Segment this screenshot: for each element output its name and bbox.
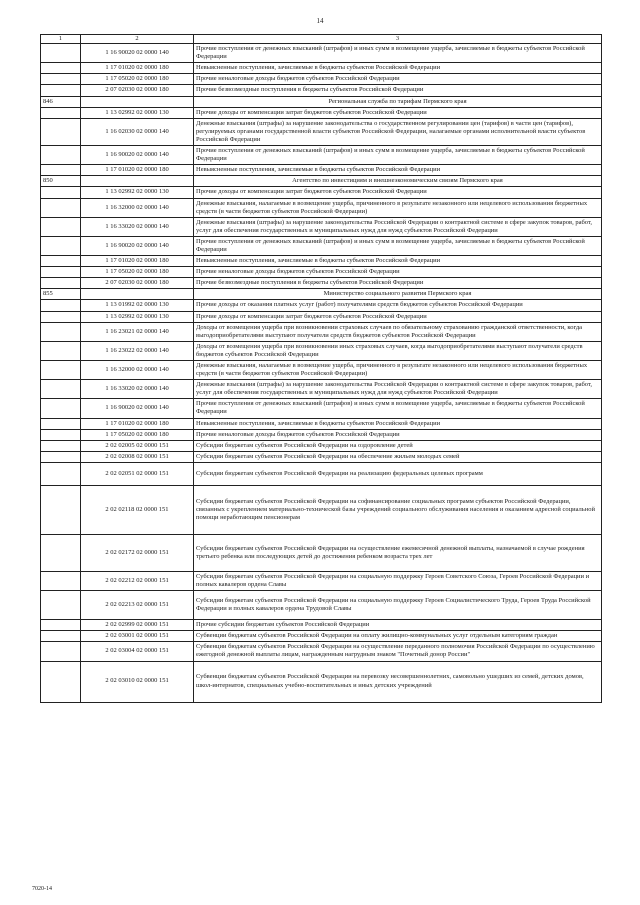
header-col-3: 3 — [194, 35, 602, 44]
revenue-description: Невыясненные поступления, зачисляемые в бюджеты субъектов Российской Федерации — [194, 418, 602, 429]
revenue-code: 1 17 01020 02 0000 180 — [81, 165, 194, 176]
table-row — [41, 591, 602, 620]
table-row — [41, 146, 602, 165]
table-row — [41, 107, 602, 118]
table-row — [41, 300, 602, 311]
revenue-code: 2 02 03001 02 0000 151 — [81, 631, 194, 642]
table-row — [41, 341, 602, 360]
revenue-description: Прочие безвозмездные поступления в бюджеты субъектов Российской Федерации — [194, 85, 602, 96]
table-row — [41, 534, 602, 571]
revenue-code: 2 02 02213 02 0000 151 — [81, 591, 194, 620]
revenue-code: 1 17 01020 02 0000 180 — [81, 256, 194, 267]
empty-cell — [41, 399, 81, 418]
table-row — [41, 361, 602, 380]
revenue-description: Денежные взыскания (штрафы) за нарушение законодательства о государственном регулировании цен (тарифов) в части цен (тарифов), регулируемых органами государственной власти субъектов Российской Федерации, налагаемые органами исполнительной власти субъектов Российской Федерации — [194, 118, 602, 145]
department-code: 855 — [41, 289, 81, 300]
revenue-code: 1 17 05020 02 0000 180 — [81, 429, 194, 440]
empty-cell — [41, 361, 81, 380]
revenue-description: Прочие неналоговые доходы бюджетов субъектов Российской Федерации — [194, 267, 602, 278]
department-row — [41, 176, 602, 187]
table-row — [41, 44, 602, 63]
revenue-description: Денежные взыскания (штрафы) за нарушение законодательства Российской Федерации о контрактной системе в сфере закупок товаров, работ, услуг для обеспечения государственных и муниципальных нужд для нужд субъектов Российской Федерации — [194, 217, 602, 236]
revenue-code: 1 16 90020 02 0000 140 — [81, 399, 194, 418]
table-row — [41, 661, 602, 702]
table-row — [41, 322, 602, 341]
revenue-code: 1 16 23021 02 0000 140 — [81, 322, 194, 341]
table-row — [41, 485, 602, 534]
revenue-description: Прочие безвозмездные поступления в бюджеты субъектов Российской Федерации — [194, 278, 602, 289]
table-row — [41, 118, 602, 145]
revenue-description: Субвенции бюджетам субъектов Российской Федерации на перевозку несовершеннолетних, самовольно ушедших из семей, детских домов, школ-интернатов, специальных учебно-воспитательных и иных детских учреждений — [194, 661, 602, 702]
empty-cell — [41, 534, 81, 571]
empty-cell — [41, 256, 81, 267]
table-row — [41, 631, 602, 642]
header-col-2: 2 — [81, 35, 194, 44]
empty-cell — [81, 289, 194, 300]
empty-cell — [41, 571, 81, 590]
revenue-description: Субвенции бюджетам субъектов Российской Федерации на оплату жилищно-коммунальных услуг отдельным категориям граждан — [194, 631, 602, 642]
revenue-description: Доходы от возмещения ущерба при возникновении страховых случаев по обязательному страхованию гражданской ответственности, когда выгодоприобретателями выступают получатели средств бюджетов субъектов Российской Федерации — [194, 322, 602, 341]
revenue-description: Субсидии бюджетам субъектов Российской Федерации на обеспечение жильем молодых семей — [194, 451, 602, 462]
revenue-description: Субсидии бюджетам субъектов Российской Федерации на реализацию федеральных целевых программ — [194, 462, 602, 485]
revenue-description: Субсидии бюджетам субъектов Российской Федерации на социальную поддержку Героев Социалистического Труда, Героев Труда Российской Федерации и полных кавалеров ордена Трудовой Славы — [194, 591, 602, 620]
revenue-code: 2 02 02999 02 0000 151 — [81, 620, 194, 631]
revenue-description: Денежные взыскания, налагаемые в возмещение ущерба, причиненного в результате незаконного или нецелевого использования бюджетных средств (в части бюджетов субъектов Российской Федерации) — [194, 198, 602, 217]
empty-cell — [81, 176, 194, 187]
department-name: Агентство по инвестициям и внешнеэкономическим связям Пермского края — [194, 176, 602, 187]
revenue-description: Невыясненные поступления, зачисляемые в бюджеты субъектов Российской Федерации — [194, 256, 602, 267]
table-row — [41, 440, 602, 451]
revenue-code: 2 02 02172 02 0000 151 — [81, 534, 194, 571]
empty-cell — [41, 198, 81, 217]
empty-cell — [41, 146, 81, 165]
empty-cell — [41, 631, 81, 642]
revenue-description: Прочие доходы от компенсации затрат бюджетов субъектов Российской Федерации — [194, 311, 602, 322]
revenue-description: Прочие субсидии бюджетам субъектов Российской Федерации — [194, 620, 602, 631]
empty-cell — [41, 236, 81, 255]
revenue-code: 1 16 23022 02 0000 140 — [81, 341, 194, 360]
revenue-code: 2 02 02008 02 0000 151 — [81, 451, 194, 462]
empty-cell — [41, 661, 81, 702]
table-row — [41, 451, 602, 462]
revenue-code: 1 16 33020 02 0000 140 — [81, 217, 194, 236]
revenue-code: 1 13 02992 02 0000 130 — [81, 311, 194, 322]
revenue-description: Невыясненные поступления, зачисляемые в бюджеты субъектов Российской Федерации — [194, 165, 602, 176]
revenue-description: Субсидии бюджетам субъектов Российской Федерации на социальную поддержку Героев Советского Союза, Героев Российской Федерации и полных кавалеров ордена Славы — [194, 571, 602, 590]
revenue-code: 1 17 01020 02 0000 180 — [81, 63, 194, 74]
revenue-description: Субвенции бюджетам субъектов Российской Федерации на осуществление переданного полномочия Российской Федерации по осуществлению ежегодной денежной выплаты лицам, награжденным нагрудным знаком "Почетный донор России" — [194, 642, 602, 661]
table-row — [41, 267, 602, 278]
revenue-description: Прочие поступления от денежных взысканий (штрафов) и иных сумм в возмещение ущерба, зачисляемые в бюджеты субъектов Российской Федерации — [194, 44, 602, 63]
footer-code: 7020-14 — [32, 886, 52, 892]
revenue-description: Денежные взыскания (штрафы) за нарушение законодательства Российской Федерации о контрактной системе в сфере закупок товаров, работ, услуг для обеспечения государственных и муниципальных нужд для нужд субъектов Российской Федерации — [194, 380, 602, 399]
empty-cell — [41, 165, 81, 176]
revenue-description: Доходы от возмещения ущерба при возникновении иных страховых случаев, когда выгодоприобретателями выступают получатели средств бюджетов субъектов Российской Федерации — [194, 341, 602, 360]
department-row — [41, 96, 602, 107]
revenue-description: Прочие поступления от денежных взысканий (штрафов) и иных сумм в возмещение ущерба, зачисляемые в бюджеты субъектов Российской Федерации — [194, 146, 602, 165]
department-code: 850 — [41, 176, 81, 187]
empty-cell — [41, 44, 81, 63]
revenue-description: Невыясненные поступления, зачисляемые в бюджеты субъектов Российской Федерации — [194, 63, 602, 74]
empty-cell — [41, 462, 81, 485]
empty-cell — [41, 63, 81, 74]
revenue-description: Субсидии бюджетам субъектов Российской Федерации на софинансирование социальных программ субъектов Российской Федерации, связанных с укреплением материально-технической базы учреждений социального обслуживания населения и оказанием адресной социальной помощи неработающим пенсионерам — [194, 485, 602, 534]
empty-cell — [81, 96, 194, 107]
revenue-description: Субсидии бюджетам субъектов Российской Федерации на осуществление ежемесячной денежной выплаты, назначаемой в случае рождения третьего ребенка или последующих детей до достижения ребенком возраста трех лет — [194, 534, 602, 571]
empty-cell — [41, 591, 81, 620]
table-row — [41, 429, 602, 440]
revenue-code: 2 02 02051 02 0000 151 — [81, 462, 194, 485]
table-row — [41, 217, 602, 236]
revenue-code: 1 16 33020 02 0000 140 — [81, 380, 194, 399]
revenue-code: 1 16 32000 02 0000 140 — [81, 361, 194, 380]
revenue-code: 1 13 02992 02 0000 130 — [81, 107, 194, 118]
revenue-code: 2 02 02212 02 0000 151 — [81, 571, 194, 590]
header-col-1: 1 — [41, 35, 81, 44]
revenue-description: Прочие доходы от компенсации затрат бюджетов субъектов Российской Федерации — [194, 187, 602, 198]
revenue-code: 1 16 02030 02 0000 140 — [81, 118, 194, 145]
revenue-code: 1 16 90020 02 0000 140 — [81, 236, 194, 255]
table-row — [41, 418, 602, 429]
revenue-code: 1 16 90020 02 0000 140 — [81, 44, 194, 63]
empty-cell — [41, 118, 81, 145]
empty-cell — [41, 107, 81, 118]
table-row — [41, 165, 602, 176]
empty-cell — [41, 322, 81, 341]
table-row — [41, 462, 602, 485]
table-row — [41, 278, 602, 289]
revenue-codes-table — [40, 34, 602, 703]
revenue-description: Прочие доходы от компенсации затрат бюджетов субъектов Российской Федерации — [194, 107, 602, 118]
table-row — [41, 85, 602, 96]
revenue-code: 1 16 32000 02 0000 140 — [81, 198, 194, 217]
table-header-row — [41, 35, 602, 44]
empty-cell — [41, 300, 81, 311]
table-row — [41, 74, 602, 85]
empty-cell — [41, 341, 81, 360]
revenue-description: Субсидии бюджетам субъектов Российской Федерации на оздоровление детей — [194, 440, 602, 451]
empty-cell — [41, 74, 81, 85]
revenue-description: Прочие неналоговые доходы бюджетов субъектов Российской Федерации — [194, 74, 602, 85]
revenue-description: Денежные взыскания, налагаемые в возмещение ущерба, причиненного в результате незаконного или нецелевого использования бюджетных средств (в части бюджетов субъектов Российской Федерации) — [194, 361, 602, 380]
table-row — [41, 642, 602, 661]
department-name: Региональная служба по тарифам Пермского края — [194, 96, 602, 107]
revenue-code: 2 07 02030 02 0000 180 — [81, 278, 194, 289]
empty-cell — [41, 620, 81, 631]
table-row — [41, 187, 602, 198]
revenue-description: Прочие поступления от денежных взысканий (штрафов) и иных сумм в возмещение ущерба, зачисляемые в бюджеты субъектов Российской Федерации — [194, 236, 602, 255]
revenue-code: 2 02 02118 02 0000 151 — [81, 485, 194, 534]
table-row — [41, 63, 602, 74]
revenue-code: 1 16 90020 02 0000 140 — [81, 146, 194, 165]
revenue-code: 1 17 05020 02 0000 180 — [81, 267, 194, 278]
revenue-description: Прочие доходы от оказания платных услуг (работ) получателями средств бюджетов субъектов Российской Федерации — [194, 300, 602, 311]
revenue-code: 2 07 02030 02 0000 180 — [81, 85, 194, 96]
empty-cell — [41, 278, 81, 289]
revenue-code: 2 02 02005 02 0000 151 — [81, 440, 194, 451]
empty-cell — [41, 187, 81, 198]
table-row — [41, 236, 602, 255]
empty-cell — [41, 380, 81, 399]
table-row — [41, 399, 602, 418]
table-row — [41, 256, 602, 267]
empty-cell — [41, 311, 81, 322]
table-row — [41, 380, 602, 399]
empty-cell — [41, 642, 81, 661]
revenue-code: 1 13 02992 02 0000 130 — [81, 187, 194, 198]
department-code: 846 — [41, 96, 81, 107]
empty-cell — [41, 85, 81, 96]
empty-cell — [41, 217, 81, 236]
empty-cell — [41, 451, 81, 462]
revenue-code: 2 02 03010 02 0000 151 — [81, 661, 194, 702]
empty-cell — [41, 429, 81, 440]
department-row — [41, 289, 602, 300]
table-row — [41, 620, 602, 631]
table-row — [41, 198, 602, 217]
empty-cell — [41, 485, 81, 534]
empty-cell — [41, 418, 81, 429]
page-number: 14 — [316, 17, 324, 25]
department-name: Министерство социального развития Пермского края — [194, 289, 602, 300]
empty-cell — [41, 267, 81, 278]
revenue-code: 1 17 01020 02 0000 180 — [81, 418, 194, 429]
revenue-description: Прочие неналоговые доходы бюджетов субъектов Российской Федерации — [194, 429, 602, 440]
table-row — [41, 571, 602, 590]
revenue-description: Прочие поступления от денежных взысканий (штрафов) и иных сумм в возмещение ущерба, зачисляемые в бюджеты субъектов Российской Федерации — [194, 399, 602, 418]
table-row — [41, 311, 602, 322]
revenue-code: 1 13 01992 02 0000 130 — [81, 300, 194, 311]
revenue-code: 2 02 03004 02 0000 151 — [81, 642, 194, 661]
empty-cell — [41, 440, 81, 451]
revenue-code: 1 17 05020 02 0000 180 — [81, 74, 194, 85]
